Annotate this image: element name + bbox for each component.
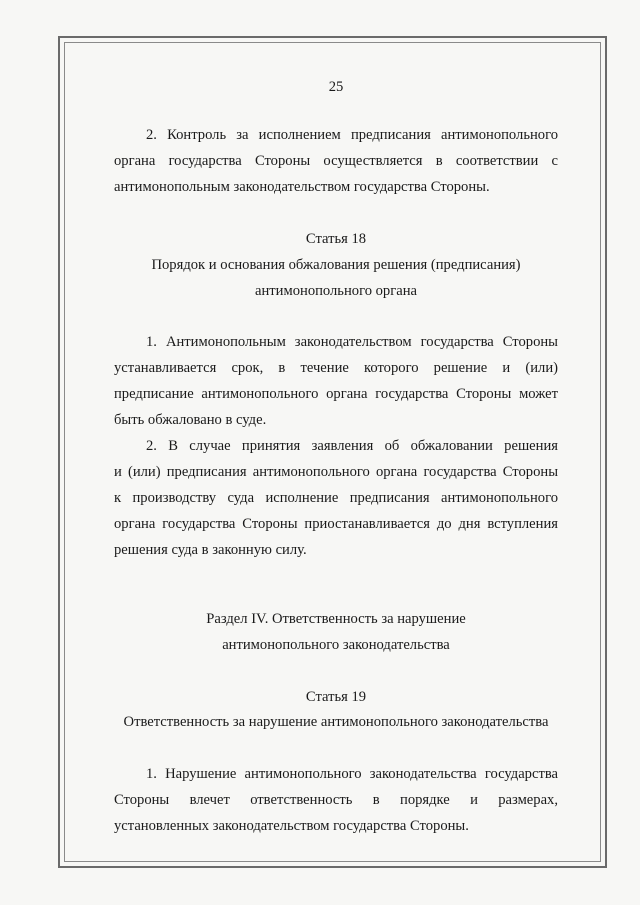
paragraph-line: 2. Контроль за исполнением предписания антимонопольного (146, 127, 558, 143)
paragraph-line: решения суда в законную силу. (114, 542, 307, 558)
paragraph-line: к производству суда исполнение предписания антимонопольного (114, 490, 558, 506)
paragraph-line: устанавливается срок, в течение которого решение и (или) (114, 360, 558, 376)
paragraph-line: быть обжаловано в суде. (114, 412, 267, 428)
section-title-line: антимонопольного законодательства (222, 637, 450, 653)
paragraph-line: органа государства Стороны приостанавливается до дня вступления (114, 516, 558, 532)
paragraph-line: органа государства Стороны осуществляется в соответствии с (114, 153, 558, 169)
section-title-line: Раздел IV. Ответственность за нарушение (206, 611, 466, 627)
article-title-line: Ответственность за нарушение антимонопольного законодательства (123, 714, 549, 730)
paragraph-line: антимонопольным законодательством государства Стороны. (114, 179, 490, 195)
article-heading: Статья 19 (305, 689, 367, 705)
article-heading: Статья 18 (305, 231, 367, 247)
article-title-line: Порядок и основания обжалования решения (предписания) (151, 257, 521, 273)
paragraph-line: 1. Нарушение антимонопольного законодательства государства (146, 766, 558, 782)
paragraph-line: установленных законодательством государства Стороны. (114, 818, 469, 834)
paragraph-line: 1. Антимонопольным законодательством государства Стороны (146, 334, 558, 350)
paragraph-line: 2. В случае принятия заявления об обжаловании решения (146, 438, 558, 454)
page-number: 25 (328, 79, 344, 95)
paragraph-line: Стороны влечет ответственность в порядке и размерах, (114, 792, 558, 808)
paragraph-line: и (или) предписания антимонопольного органа государства Стороны (114, 464, 558, 480)
article-title-line: антимонопольного органа (255, 283, 417, 299)
paragraph-line: предписание антимонопольного органа государства Стороны может (114, 386, 558, 402)
